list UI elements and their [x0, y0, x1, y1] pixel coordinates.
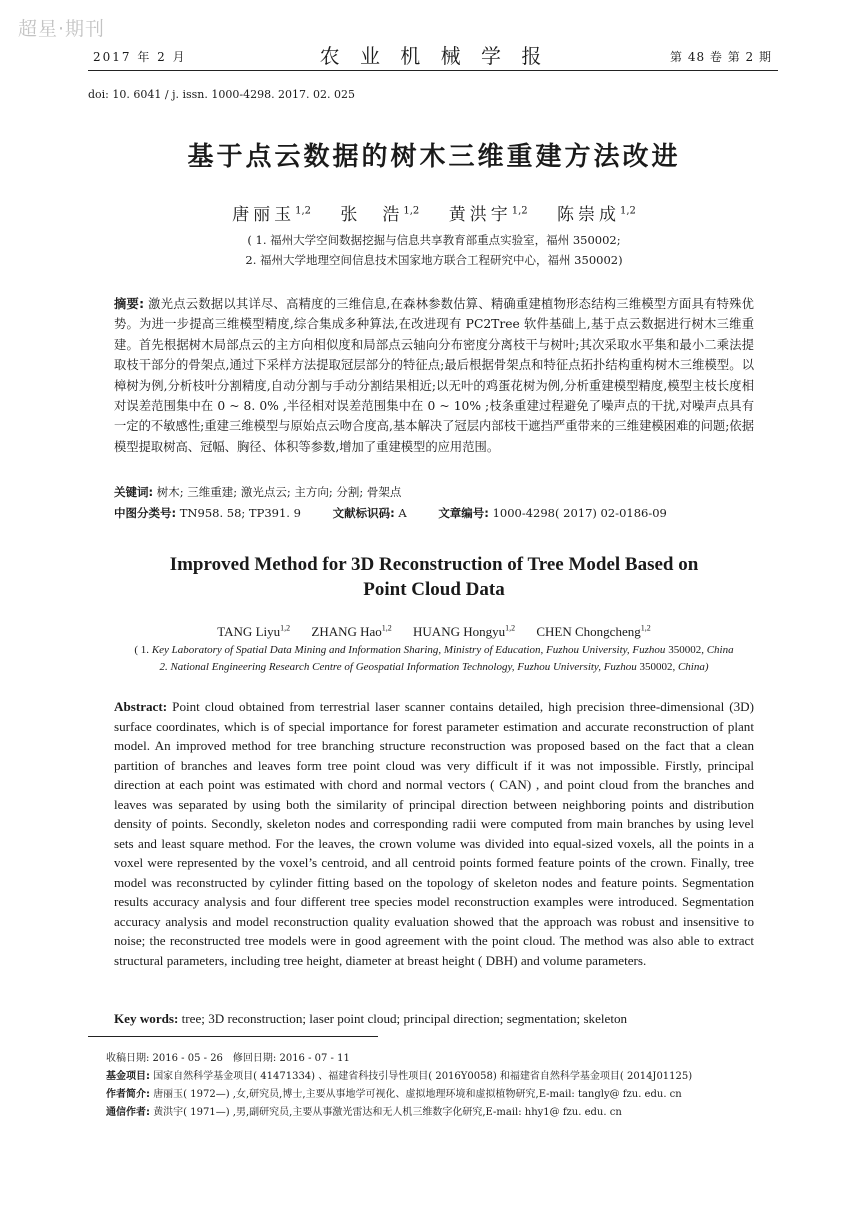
en-title	[0, 552, 868, 602]
doi[interactable]: doi: 10. 6041 / j. issn. 1000-4298. 2017. 02. 025	[88, 88, 356, 101]
cn-author: 张 浩$^{1,2}$	[340, 205, 420, 225]
cn-article-label: 文章编号:	[438, 506, 489, 520]
cn-doccode-label: 文献标识码:	[332, 506, 395, 520]
journal-name: 农 业 机 械 学 报	[319, 44, 549, 68]
en-title-line-1: Improved Method for 3D Reconstruction of Tree Model Based on	[169, 554, 699, 575]
en-author: CHEN Chongcheng$^{1,2}$	[536, 624, 651, 640]
cn-keywords-label: 关键词:	[114, 485, 154, 499]
en-affiliation-1: ( 1. Key Laboratory of Spatial Data Mining and Information Sharing, Ministry of Education, Fuzhou University, Fuzhou 350002, China	[134, 644, 734, 656]
cn-class-label: 中图分类号:	[114, 506, 177, 520]
cn-author: 陈崇成$^{1,2}$	[557, 205, 636, 225]
cn-abstract	[114, 294, 754, 457]
cn-author: 黄洪宇$^{1,2}$	[448, 205, 528, 225]
cn-abstract-label: 摘要:	[114, 297, 144, 311]
cn-keywords	[114, 484, 401, 500]
en-title-line-2: Point Cloud Data	[363, 579, 505, 600]
cn-affiliation-1: ( 1. 福州大学空间数据挖掘与信息共享教育部重点实验室，福州 350002;	[247, 233, 621, 247]
cn-classification	[114, 505, 695, 521]
header-date: 2017 年 2 月	[93, 50, 187, 64]
cn-abstract-text: 激光点云数据以其详尽、高精度的三维信息,在森林参数估算、精确重建植物形态结构三维模型方面具有特殊优势。为进一步提高三维模型精度,综合集成多种算法,在改进现有 PC2Tree 软件基础上,基于点云数据进行树木三维重建。首先根据树木局部点云的主方向相似度和局部点云轴向分布密度分离枝干与树叶;其次采取水平集和最小二乘法提取枝干部分的骨架点,通过下采样方法提取冠层部分的特征点;最后根据骨架点和特征点拓扑结构重构树木三维模型。以樟树为例,分析枝叶分割精度,自动分割与手动分割结果相近;以无叶的鸡蛋花树为例,分析重建模型精度,模型主枝长度相对误差范围集中在 0 ~ 8. 0% ,半径相对误差范围集中在 0 ~ 10% ;枝条重建过程避免了噪声点的干扰,对噪声点具有一定的不敏感性;重建三维模型与原始点云吻合度高,基本解决了冠层内部枝干遮挡严重带来的三维建模困难的问题;依据模型提取树高、冠幅、胸径、体积等参数,增加了重建模型的应用范围。	[114, 297, 754, 454]
cn-article-value: 1000-4298( 2017) 02-0186-09	[492, 506, 667, 520]
en-author: ZHANG Hao$^{1,2}$	[311, 624, 392, 640]
cn-author: 唐丽玉$^{1,2}$	[232, 205, 311, 225]
en-author: TANG Liyu$^{1,2}$	[217, 624, 291, 640]
watermark: 超星·期刊	[18, 18, 106, 40]
en-keywords-label: Key words:	[114, 1011, 179, 1026]
en-affiliation-2: 2. National Engineering Research Centre of Geospatial Information Technology, Fuzhou University, Fuzhou 350002, China)	[159, 661, 709, 673]
footnote-corresponding: 通信作者: 黄洪宇( 1971—) ,男,副研究员,主要从事激光雷达和无人机三维数字化研究,E-mail: hhy1@ fzu. edu. cn	[106, 1107, 622, 1118]
header-rule	[88, 70, 778, 71]
footnote-author: 作者简介: 唐丽玉( 1972—) ,女,研究员,博士,主要从事地学可视化、虚拟地理环境和虚拟植物研究,E-mail: tangly@ fzu. edu. cn	[106, 1089, 682, 1100]
en-keywords	[114, 1011, 754, 1027]
en-authors	[0, 624, 868, 640]
en-abstract	[114, 697, 754, 970]
cn-doccode-value: A	[398, 506, 407, 520]
footnote-fund: 基金项目: 国家自然科学基金项目( 41471334) 、福建省科技引导性项目( 2016Y0058) 和福建省自然科学基金项目( 2014J01125)	[106, 1071, 693, 1082]
en-author: HUANG Hongyu$^{1,2}$	[413, 624, 516, 640]
cn-authors	[0, 200, 868, 225]
en-keywords-text: tree; 3D reconstruction; laser point cloud; principal direction; segmentation; skeleton	[181, 1011, 628, 1026]
footnote-rule	[88, 1036, 378, 1037]
cn-affiliation-2: 2. 福州大学地理空间信息技术国家地方联合工程研究中心，福州 350002)	[245, 253, 623, 267]
cn-title: 基于点云数据的树木三维重建方法改进	[187, 142, 681, 172]
cn-keywords-text: 树木; 三维重建; 激光点云; 主方向; 分割; 骨架点	[156, 485, 402, 499]
footnote-dates: 收稿日期: 2016 - 05 - 26 修回日期: 2016 - 07 - 11	[106, 1053, 350, 1064]
en-abstract-label: Abstract:	[114, 699, 168, 714]
en-abstract-text: Point cloud obtained from terrestrial laser scanner contains detailed, high precision three-dimensional (3D) surface coordinates, which is of special importance for forest parameter estimation and accurate reconstruction of plant model. An improved method for tree branching structure reconstruction was proposed based on the fact that a clean partition of branches and leaves form tree point cloud was very difficult if it was not impossible. Firstly, principal direction at each point was estimated with chord and normal vectors ( CAN) , and point cloud from the branches and leaves was separated by using both the similarity of principal direction between neighboring points and distribution density of points. Secondly, skeleton nodes and corresponding radii were computed from main branches by using level sets and least square method. For the leaves, the crown volume was divided into equal-sized voxels, all the points in a voxel were represented by the voxel’s centroid, and all centroid points formed feature points of the crown. Finally, tree model was reconstructed by cylinder fitting based on the topology of skeleton nodes and feature points. Segmentation results accuracy analysis and four different tree species model reconstruction examples were introduced. Segmentation accuracy analysis and model reconstruction quality evaluation showed that the approach was robust and insensitive to noise; the reconstructed tree models were in good agreement with the point cloud. The method was also able to extract structural parameters, including tree height, diameter at breast height ( DBH) and volume parameters.	[114, 699, 754, 968]
cn-class-value: TN958. 58; TP391. 9	[179, 506, 301, 520]
header-issue: 第 48 卷 第 2 期	[670, 50, 772, 64]
